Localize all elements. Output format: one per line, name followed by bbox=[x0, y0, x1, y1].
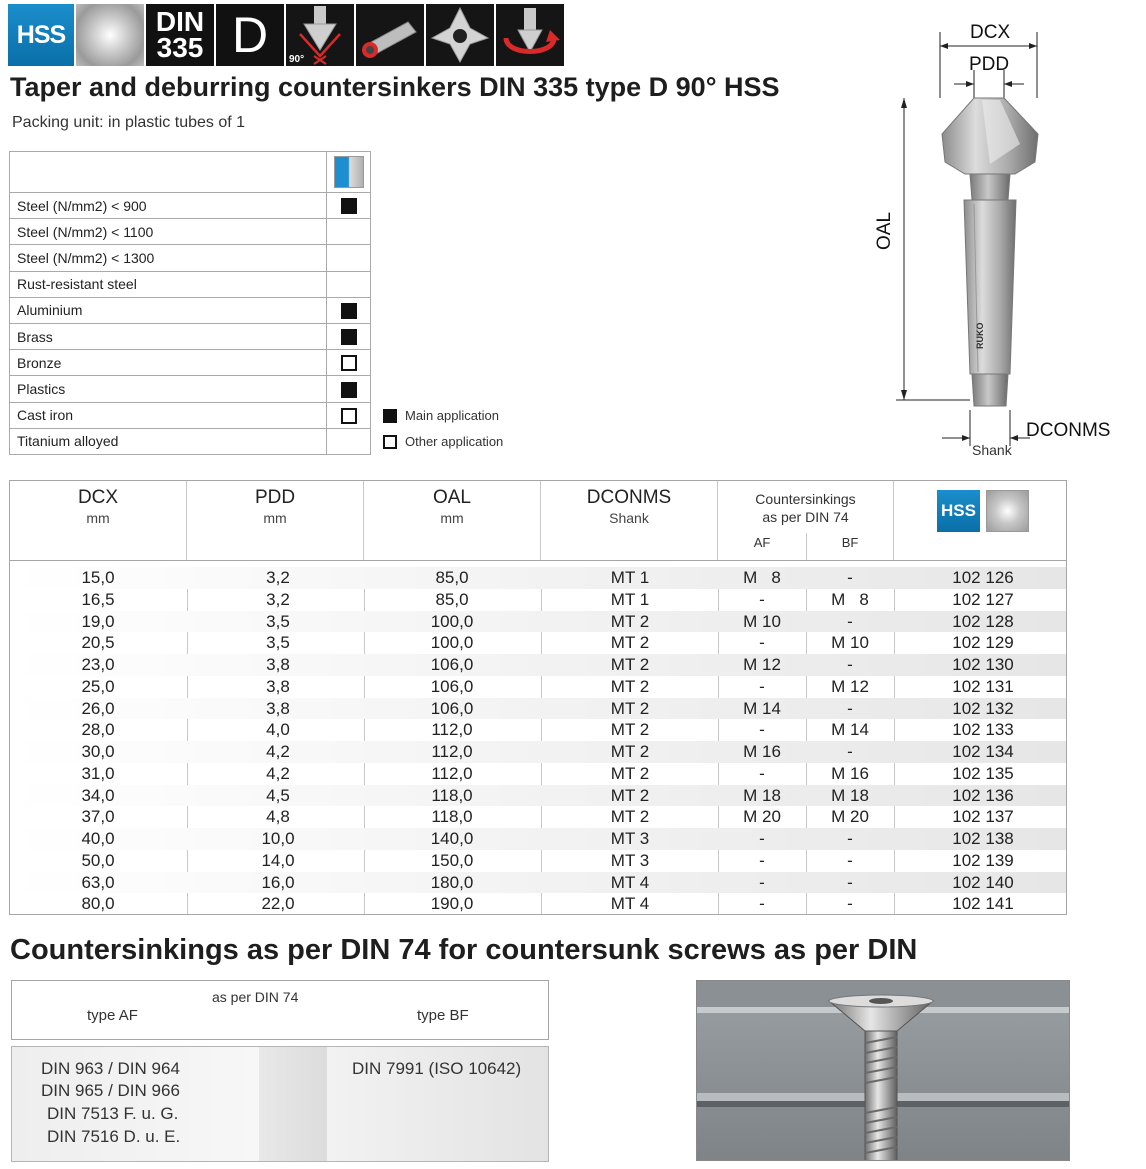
af-cell: M 16 bbox=[743, 742, 781, 761]
bf-cell: - bbox=[847, 655, 853, 674]
type-d-icon bbox=[216, 4, 284, 66]
table-row bbox=[10, 893, 1066, 915]
af-cell: - bbox=[759, 589, 765, 609]
material-name: Cast iron bbox=[10, 402, 327, 428]
dcx-cell: 25,0 bbox=[81, 676, 115, 696]
material-name: Titanium alloyed bbox=[10, 428, 327, 454]
table-row bbox=[10, 567, 1066, 589]
countersinkings-body bbox=[11, 1046, 549, 1162]
article-number-cell: 102 133 bbox=[952, 720, 1014, 740]
af-cell: - bbox=[759, 894, 765, 914]
brand-mark: RUKO bbox=[975, 322, 985, 349]
table-row bbox=[10, 589, 1066, 611]
hss-badge-label: HSS bbox=[941, 501, 976, 520]
bf-cell: M 14 bbox=[831, 720, 869, 740]
af-cell: - bbox=[759, 763, 765, 783]
article-number-cell: 102 130 bbox=[952, 655, 1014, 674]
oal-cell: 140,0 bbox=[430, 829, 474, 848]
bf-cell: - bbox=[847, 894, 853, 914]
oal-cell: 106,0 bbox=[430, 676, 474, 696]
countersinker-drawing bbox=[870, 14, 1130, 464]
table-row bbox=[10, 676, 1066, 698]
table-body bbox=[10, 567, 1066, 915]
material-row bbox=[10, 323, 371, 349]
materials-header-icon-cell bbox=[327, 152, 371, 193]
oal-cell: 106,0 bbox=[430, 655, 474, 674]
dcx-cell: 50,0 bbox=[81, 850, 115, 870]
dcx-cell: 23,0 bbox=[81, 655, 115, 674]
oal-cell: 180,0 bbox=[430, 872, 474, 892]
dcx-cell: 19,0 bbox=[81, 611, 115, 631]
material-mark bbox=[327, 297, 371, 323]
oal-cell: 100,0 bbox=[430, 633, 474, 653]
bf-cell: M 8 bbox=[831, 589, 869, 609]
materials-header-row bbox=[10, 152, 371, 193]
hss-material-icon bbox=[334, 156, 364, 188]
bf-cell: - bbox=[847, 829, 853, 848]
table-row bbox=[10, 719, 1066, 741]
pdd-cell: 4,0 bbox=[266, 720, 290, 740]
shank-label: Shank bbox=[972, 442, 1012, 458]
dconms-cell: MT 4 bbox=[610, 872, 650, 892]
page-title: Taper and deburring countersinkers DIN 335 type D 90° HSS bbox=[10, 72, 780, 102]
taper-shank-icon bbox=[356, 4, 424, 66]
material-name: Brass bbox=[10, 323, 327, 349]
dconms-cell: MT 1 bbox=[610, 589, 650, 609]
oal-header-label: OAL bbox=[432, 487, 472, 508]
din-icon-bottom: 335 bbox=[156, 32, 204, 63]
bf-cell: M 12 bbox=[831, 676, 869, 696]
table-row bbox=[10, 741, 1066, 763]
table-row bbox=[10, 698, 1066, 720]
dconms-cell: MT 2 bbox=[610, 763, 650, 783]
dcx-label: DCX bbox=[970, 22, 1011, 43]
material-name: Steel (N/mm2) < 900 bbox=[10, 193, 327, 219]
din-icon-top: DIN bbox=[155, 6, 205, 37]
af-cell: - bbox=[759, 829, 765, 848]
bf-cell: - bbox=[847, 698, 853, 718]
icon-strip bbox=[8, 4, 564, 66]
af-cell: - bbox=[759, 850, 765, 870]
dconms-cell: MT 2 bbox=[610, 720, 650, 740]
legend-main-label: Main application bbox=[405, 408, 499, 423]
table-row bbox=[10, 850, 1066, 872]
article-number-cell: 102 126 bbox=[952, 568, 1014, 587]
pdd-cell: 3,2 bbox=[266, 568, 290, 587]
material-name: Bronze bbox=[10, 350, 327, 376]
oal-label: OAL bbox=[874, 211, 895, 250]
main-application-icon bbox=[383, 409, 397, 423]
material-row bbox=[10, 402, 371, 428]
material-name: Steel (N/mm2) < 1100 bbox=[10, 219, 327, 245]
main-application-icon bbox=[341, 382, 357, 398]
material-row bbox=[10, 428, 371, 454]
dcx-header-label: DCX bbox=[77, 487, 119, 508]
table-row bbox=[10, 872, 1066, 894]
angle-label: 90° bbox=[289, 54, 305, 65]
dconms-cell: MT 2 bbox=[610, 807, 650, 827]
bf-cell: - bbox=[847, 872, 853, 892]
af-cell: M 14 bbox=[743, 698, 781, 718]
oal-cell: 190,0 bbox=[430, 894, 474, 914]
dconms-cell: MT 2 bbox=[610, 655, 650, 674]
table-row bbox=[10, 806, 1066, 828]
bf-cell: - bbox=[847, 611, 853, 631]
surface-finish-icon bbox=[76, 4, 144, 66]
countersunk-screw-photo bbox=[696, 980, 1070, 1161]
bf-cell: M 16 bbox=[831, 763, 869, 783]
table-row bbox=[10, 785, 1066, 807]
material-row bbox=[10, 297, 371, 323]
pdd-cell: 3,5 bbox=[266, 633, 290, 653]
table-row bbox=[10, 611, 1066, 633]
article-number-cell: 102 141 bbox=[952, 894, 1014, 914]
oal-cell: 106,0 bbox=[430, 698, 474, 718]
material-mark bbox=[327, 193, 371, 219]
material-name: Steel (N/mm2) < 1300 bbox=[10, 245, 327, 271]
material-mark bbox=[327, 428, 371, 454]
oal-header-unit: mm bbox=[440, 510, 464, 526]
af-cell: M 12 bbox=[743, 655, 781, 674]
af-item: DIN 965 / DIN 966 bbox=[41, 1081, 180, 1100]
dconms-cell: MT 2 bbox=[610, 633, 650, 653]
af-cell: - bbox=[759, 872, 765, 892]
oal-cell: 150,0 bbox=[430, 850, 474, 870]
table-row bbox=[10, 828, 1066, 850]
material-row bbox=[10, 193, 371, 219]
material-name: Plastics bbox=[10, 376, 327, 402]
material-mark bbox=[327, 219, 371, 245]
countersinkings-header bbox=[718, 481, 894, 561]
dcx-cell: 37,0 bbox=[81, 807, 115, 827]
legend-main bbox=[383, 408, 499, 423]
pdd-cell: 3,2 bbox=[266, 589, 290, 609]
dcx-header bbox=[10, 481, 187, 561]
oal-cell: 100,0 bbox=[430, 611, 474, 631]
countersinkings-title: Countersinkings as per DIN 74 for countersunk screws as per DIN bbox=[10, 934, 918, 966]
main-application-icon bbox=[341, 303, 357, 319]
article-number-cell: 102 131 bbox=[952, 676, 1014, 696]
type-af-label: type AF bbox=[87, 1007, 138, 1024]
oal-cell: 118,0 bbox=[431, 807, 473, 827]
dconms-cell: MT 2 bbox=[610, 785, 650, 805]
table-row bbox=[10, 632, 1066, 654]
af-cell: M 10 bbox=[743, 611, 781, 631]
pdd-cell: 3,8 bbox=[266, 676, 290, 696]
rotation-direction-icon bbox=[496, 4, 564, 66]
af-cell: M 18 bbox=[743, 785, 781, 805]
type-bf-label: type BF bbox=[417, 1007, 469, 1024]
bf-cell: - bbox=[847, 568, 853, 587]
article-number-cell: 102 137 bbox=[952, 807, 1014, 827]
dcx-cell: 80,0 bbox=[81, 894, 115, 914]
bf-cell: M 18 bbox=[831, 785, 869, 805]
pdd-header-unit: mm bbox=[263, 510, 287, 526]
article-number-cell: 102 138 bbox=[952, 829, 1014, 848]
cs-header-line1: Countersinkings bbox=[755, 491, 856, 507]
cs-header-line2: as per DIN 74 bbox=[762, 509, 849, 525]
bf-header: BF bbox=[841, 535, 859, 550]
bf-cell: M 10 bbox=[831, 633, 869, 653]
oal-cell: 112,0 bbox=[431, 763, 473, 783]
af-item: DIN 7513 F. u. G. bbox=[47, 1104, 179, 1123]
dconms-label: DCONMS bbox=[1026, 420, 1111, 441]
article-number-cell: 102 139 bbox=[952, 850, 1014, 870]
dcx-cell: 28,0 bbox=[81, 720, 115, 740]
surface-finish-icon bbox=[986, 490, 1029, 532]
article-number-cell: 102 128 bbox=[952, 611, 1014, 631]
countersink-angle-icon bbox=[286, 4, 354, 66]
af-cell: - bbox=[759, 633, 765, 653]
oal-cell: 85,0 bbox=[435, 568, 469, 587]
dconms-header-unit: Shank bbox=[609, 510, 649, 526]
pdd-cell: 3,5 bbox=[266, 611, 290, 631]
dcx-cell: 30,0 bbox=[81, 742, 115, 761]
dconms-cell: MT 2 bbox=[610, 676, 650, 696]
article-number-cell: 102 132 bbox=[952, 698, 1014, 718]
materials-table bbox=[9, 151, 371, 455]
other-application-icon bbox=[383, 435, 397, 449]
material-mark bbox=[327, 245, 371, 271]
bf-cell: - bbox=[847, 742, 853, 761]
product-table bbox=[9, 480, 1067, 915]
af-item: DIN 7516 D. u. E. bbox=[47, 1127, 181, 1146]
dconms-cell: MT 2 bbox=[610, 742, 650, 761]
material-mark bbox=[327, 271, 371, 297]
bf-item: DIN 7991 (ISO 10642) bbox=[352, 1059, 522, 1078]
af-cell: M 8 bbox=[743, 568, 781, 587]
dcx-cell: 15,0 bbox=[81, 568, 115, 587]
countersinkings-header-box bbox=[11, 980, 549, 1040]
dconms-cell: MT 1 bbox=[610, 568, 650, 587]
af-cell: M 20 bbox=[743, 807, 781, 827]
material-name: Aluminium bbox=[10, 297, 327, 323]
table-row bbox=[10, 654, 1066, 676]
pdd-cell: 10,0 bbox=[261, 829, 295, 848]
article-number-cell: 102 129 bbox=[952, 633, 1014, 653]
oal-header bbox=[364, 481, 541, 561]
pdd-cell: 4,2 bbox=[266, 742, 290, 761]
pdd-cell: 4,5 bbox=[266, 785, 290, 805]
other-application-icon bbox=[341, 408, 357, 424]
dcx-cell: 26,0 bbox=[81, 698, 115, 718]
article-number-cell: 102 135 bbox=[952, 763, 1014, 783]
legend-other bbox=[383, 434, 503, 449]
material-mark bbox=[327, 376, 371, 402]
dconms-cell: MT 2 bbox=[610, 698, 650, 718]
materials-header-blank bbox=[10, 152, 327, 193]
dconms-cell: MT 4 bbox=[610, 894, 650, 914]
pdd-header bbox=[187, 481, 364, 561]
table-row bbox=[10, 763, 1066, 785]
bf-cell: - bbox=[847, 850, 853, 870]
article-number-header bbox=[894, 481, 1066, 561]
dcx-cell: 16,5 bbox=[81, 589, 115, 609]
pdd-cell: 22,0 bbox=[261, 894, 295, 914]
material-mark bbox=[327, 323, 371, 349]
dconms-header-label: DCONMS bbox=[586, 487, 672, 508]
material-row bbox=[10, 350, 371, 376]
main-application-icon bbox=[341, 198, 357, 214]
article-number-cell: 102 136 bbox=[952, 785, 1014, 805]
oal-cell: 112,0 bbox=[431, 720, 473, 740]
dcx-cell: 34,0 bbox=[81, 785, 115, 805]
article-number-cell: 102 140 bbox=[952, 872, 1014, 892]
packing-info: Packing unit: in plastic tubes of 1 bbox=[12, 114, 246, 131]
dconms-cell: MT 3 bbox=[610, 850, 650, 870]
legend-other-label: Other application bbox=[405, 434, 504, 449]
material-mark bbox=[327, 350, 371, 376]
pdd-cell: 4,2 bbox=[266, 763, 290, 783]
material-row bbox=[10, 245, 371, 271]
type-d-label: D bbox=[231, 7, 269, 63]
pdd-cell: 14,0 bbox=[261, 850, 295, 870]
dconms-cell: MT 3 bbox=[610, 829, 650, 848]
article-number-cell: 102 127 bbox=[952, 589, 1014, 609]
article-number-cell: 102 134 bbox=[952, 742, 1014, 761]
material-row bbox=[10, 219, 371, 245]
hss-badge-icon bbox=[937, 490, 980, 532]
af-header: AF bbox=[753, 535, 771, 550]
material-row bbox=[10, 376, 371, 402]
dcx-cell: 20,5 bbox=[81, 633, 115, 653]
dcx-cell: 63,0 bbox=[81, 872, 115, 892]
bf-cell: M 20 bbox=[831, 807, 869, 827]
af-cell: - bbox=[759, 720, 765, 740]
pdd-cell: 3,8 bbox=[266, 698, 290, 718]
other-application-icon bbox=[341, 355, 357, 371]
oal-cell: 112,0 bbox=[431, 742, 473, 761]
din-standard-icon bbox=[146, 4, 214, 66]
oal-cell: 118,0 bbox=[431, 785, 473, 805]
dconms-header bbox=[541, 481, 718, 561]
dcx-cell: 31,0 bbox=[81, 763, 115, 783]
material-row bbox=[10, 271, 371, 297]
af-cell: - bbox=[759, 676, 765, 696]
hss-icon bbox=[8, 4, 74, 66]
dcx-header-unit: mm bbox=[86, 510, 110, 526]
pdd-header-label: PDD bbox=[254, 487, 296, 508]
pdd-label: PDD bbox=[969, 54, 1010, 75]
dcx-cell: 40,0 bbox=[81, 829, 115, 848]
oal-cell: 85,0 bbox=[435, 589, 469, 609]
main-application-icon bbox=[341, 329, 357, 345]
af-item: DIN 963 / DIN 964 bbox=[41, 1059, 180, 1078]
pdd-cell: 4,8 bbox=[266, 807, 290, 827]
hss-icon-label: HSS bbox=[16, 20, 66, 49]
pdd-cell: 16,0 bbox=[261, 872, 295, 892]
cs-box-center-label: as per DIN 74 bbox=[212, 989, 299, 1005]
material-mark bbox=[327, 402, 371, 428]
dconms-cell: MT 2 bbox=[610, 611, 650, 631]
material-name: Rust-resistant steel bbox=[10, 271, 327, 297]
three-flute-icon bbox=[426, 4, 494, 66]
pdd-cell: 3,8 bbox=[266, 655, 290, 674]
